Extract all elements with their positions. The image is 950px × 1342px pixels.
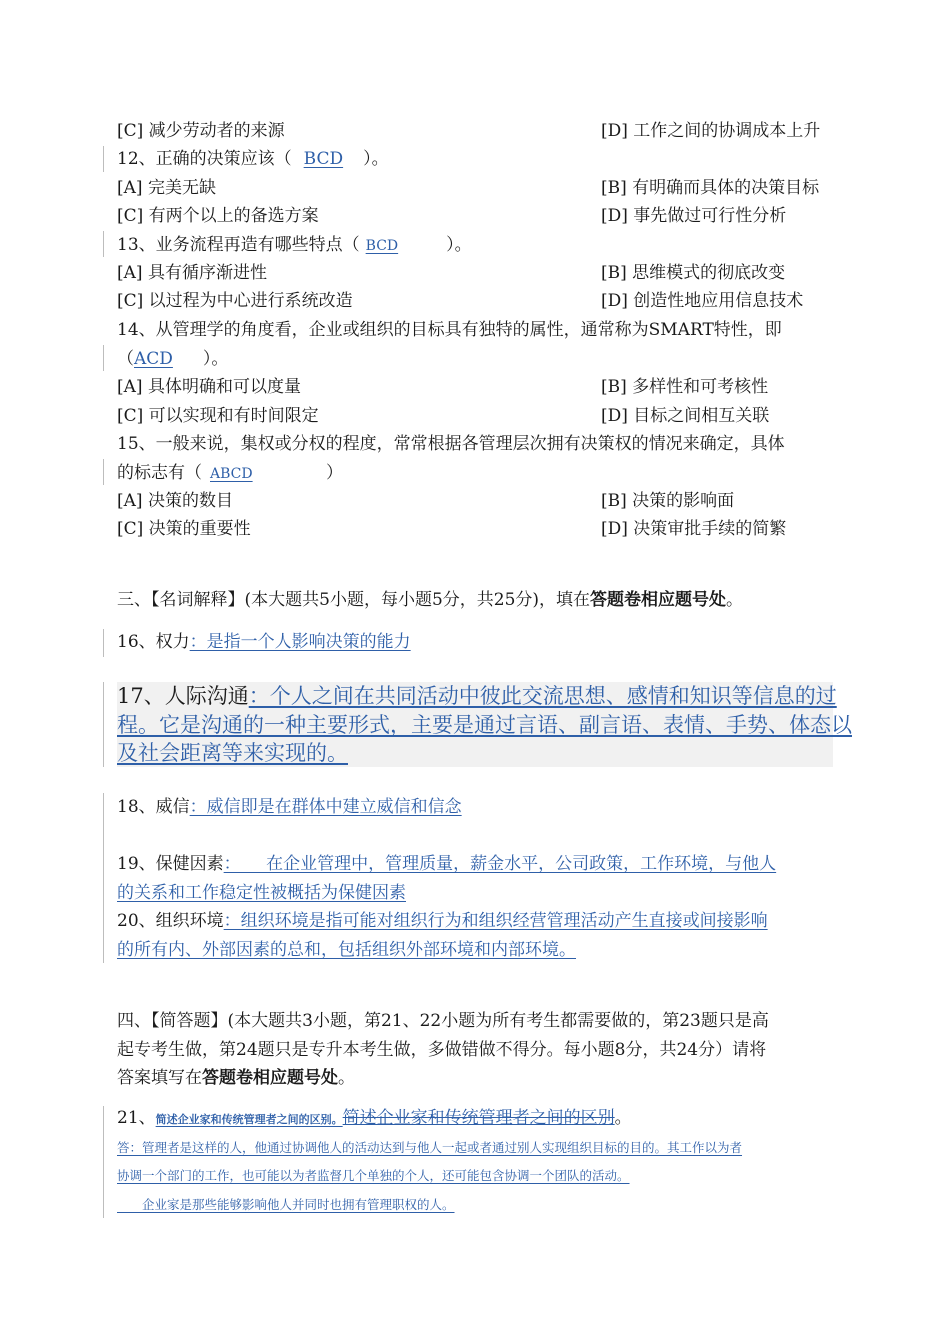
q21-deleted-title[interactable]: 简述企业家和传统管理者之间的区别	[342, 1108, 615, 1128]
q18-answer[interactable]: ：威信即是在群体中建立威信和信念	[189, 797, 462, 817]
q13-option-c: [C] 以过程为中心进行系统改造	[117, 291, 353, 311]
q18	[117, 795, 462, 819]
q12-option-c: [C] 有两个以上的备选方案	[117, 206, 319, 226]
q13-stem-end: ）。	[446, 235, 472, 255]
q12-options-row2	[117, 204, 787, 228]
q13-option-a: [A] 具有循序渐进性	[117, 263, 267, 283]
q19-line1	[117, 852, 776, 876]
q19-label: 19、保健因素	[117, 854, 224, 874]
q12-stem	[117, 147, 389, 171]
q20-answer-line1[interactable]: ：组织环境是指可能对组织行为和组织经营管理活动产生直接或间接影响	[223, 911, 768, 931]
revision-bar	[103, 231, 104, 257]
revision-bar	[103, 1106, 104, 1218]
q13-options-row1	[117, 261, 786, 285]
q14-options-row1	[117, 375, 769, 399]
q19-answer-line1[interactable]: ： 在企业管理中，管理质量，薪金水平，公司政策，工作环境，与他人	[223, 854, 777, 874]
q12-option-d: [D] 事先做过可行性分析	[601, 206, 787, 226]
q14-option-a: [A] 具体明确和可以度量	[117, 377, 301, 397]
revision-bar	[103, 459, 104, 485]
q17-answer-line3[interactable]: 及社会距离等来实现的。	[117, 741, 348, 765]
q21-answer-line2	[117, 1165, 630, 1187]
section3-heading-end: 。	[726, 590, 744, 610]
q12-stem-text: 12、正确的决策应该（	[117, 149, 292, 169]
section4-heading-end: 。	[338, 1068, 355, 1088]
q15-stem-line1: 15、一般来说，集权或分权的程度，常常根据各管理层次拥有决策权的情况来确定，具体	[117, 434, 785, 454]
q19-answer-line2[interactable]: 的关系和工作稳定性被概括为保健因素	[117, 883, 406, 903]
q18-label: 18、威信	[117, 797, 190, 817]
q15-option-c: [C] 决策的重要性	[117, 519, 251, 539]
q11-option-c: [C] 减少劳动者的来源	[117, 121, 285, 141]
section4-heading-line1: 四、【简答题】(本大题共3小题，第21、22小题为所有考生都需要做的，第23题只是高	[117, 1011, 769, 1031]
section3-heading-bold: 答题卷相应题号处	[590, 590, 727, 610]
q14-stem-line2	[117, 347, 228, 371]
q14-answer[interactable]: ACD	[134, 349, 173, 369]
section3-heading-text: 三、【名词解释】(本大题共5小题，每小题5分，共25分)，填在	[117, 590, 591, 610]
revision-bar	[103, 793, 104, 963]
q21-answer-text2[interactable]: 协调一个部门的工作，也可能以为者监督几个单独的个人，还可能包含协调一个团队的活动。	[117, 1168, 630, 1183]
q21-answer-text3[interactable]: 企业家是那些能够影响他人并同时也拥有管理职权的人。	[117, 1197, 455, 1212]
q15-stem-text: 的标志有（	[117, 463, 202, 483]
q21-answer-line1	[117, 1137, 742, 1159]
q17-answer-line2[interactable]: 程。它是沟通的一种主要形式，主要是通过言语、副言语、表情、手势、体态以	[117, 713, 852, 737]
q17-line3	[117, 739, 348, 768]
q15-option-a: [A] 决策的数目	[117, 491, 233, 511]
q17-label: 17、人际沟通	[117, 684, 249, 708]
q16	[117, 630, 411, 654]
section4-heading-bold: 答题卷相应题号处	[202, 1068, 338, 1088]
q20-line1	[117, 909, 768, 933]
q12-option-b: [B] 有明确而具体的决策目标	[601, 178, 820, 198]
q11-options-row	[117, 119, 821, 143]
q13-option-d: [D] 创造性地应用信息技术	[601, 291, 804, 311]
revision-bar	[103, 345, 104, 371]
q14-option-b: [B] 多样性和可考核性	[601, 377, 769, 397]
q14-stem-text: （	[117, 349, 134, 369]
section3-heading	[117, 588, 743, 612]
q19-line2	[117, 881, 406, 905]
q21-answer-line3	[117, 1194, 455, 1216]
section4-heading-line3	[117, 1066, 355, 1090]
q17-line2	[117, 711, 852, 740]
q13-stem-text: 13、业务流程再造有哪些特点（	[117, 235, 360, 255]
q21-title-line	[117, 1106, 632, 1132]
q13-option-b: [B] 思维模式的彻底改变	[601, 263, 786, 283]
q21-number: 21、	[117, 1108, 156, 1128]
revision-bar	[103, 629, 104, 657]
q12-option-a: [A] 完美无缺	[117, 178, 216, 198]
q12-stem-end: ）。	[363, 149, 389, 169]
q11-option-d: [D] 工作之间的协调成本上升	[601, 121, 821, 141]
q15-stem-end: ）	[326, 463, 343, 483]
q13-stem	[117, 233, 472, 258]
q20-answer-line2[interactable]: 的所有内、外部因素的总和，包括组织外部环境和内部环境。	[117, 940, 576, 960]
q17-line1	[117, 682, 837, 711]
q14-stem-line1: 14、从管理学的角度看，企业或组织的目标具有独特的属性，通常称为SMART特性，即	[117, 320, 782, 340]
section4-heading-line2: 起专考生做，第24题只是专升本考生做，多做错做不得分。每小题8分，共24分）请将	[117, 1040, 767, 1060]
q17-answer-line1[interactable]: ：个人之间在共同活动中彼此交流思想、感情和知识等信息的过	[248, 684, 837, 708]
q14-options-row2	[117, 404, 770, 428]
q20-label: 20、组织环境	[117, 911, 224, 931]
q15-options-row2	[117, 517, 787, 541]
q20-line2	[117, 938, 576, 962]
q13-options-row2	[117, 289, 804, 313]
q14-stem-end: ）。	[202, 349, 229, 369]
q21-inserted-title[interactable]: 简述企业家和传统管理者之间的区别。	[155, 1113, 343, 1126]
q15-option-b: [B] 决策的影响面	[601, 491, 735, 511]
q15-stem-line2	[117, 461, 343, 486]
revision-bar	[103, 146, 104, 172]
q13-answer[interactable]: BCD	[365, 238, 399, 254]
q15-option-d: [D] 决策审批手续的简繁	[601, 519, 787, 539]
q16-label: 16、权力	[117, 632, 190, 652]
q21-title-end: 。	[614, 1108, 632, 1128]
q12-options-row1	[117, 176, 820, 200]
q21-answer-text1[interactable]: 答：管理者是这样的人，他通过协调他人的活动达到与他人一起或者通过别人实现组织目标的目的。其工作以为者	[117, 1140, 743, 1155]
revision-bar	[103, 682, 104, 767]
q16-answer[interactable]: ：是指一个人影响决策的能力	[189, 632, 411, 652]
q12-answer[interactable]: BCD	[303, 149, 344, 169]
section4-heading-text: 答案填写在	[117, 1068, 202, 1088]
q14-option-c: [C] 可以实现和有时间限定	[117, 406, 319, 426]
q15-options-row1	[117, 489, 735, 513]
q14-option-d: [D] 目标之间相互关联	[601, 406, 770, 426]
q15-answer[interactable]: ABCD	[210, 466, 253, 482]
